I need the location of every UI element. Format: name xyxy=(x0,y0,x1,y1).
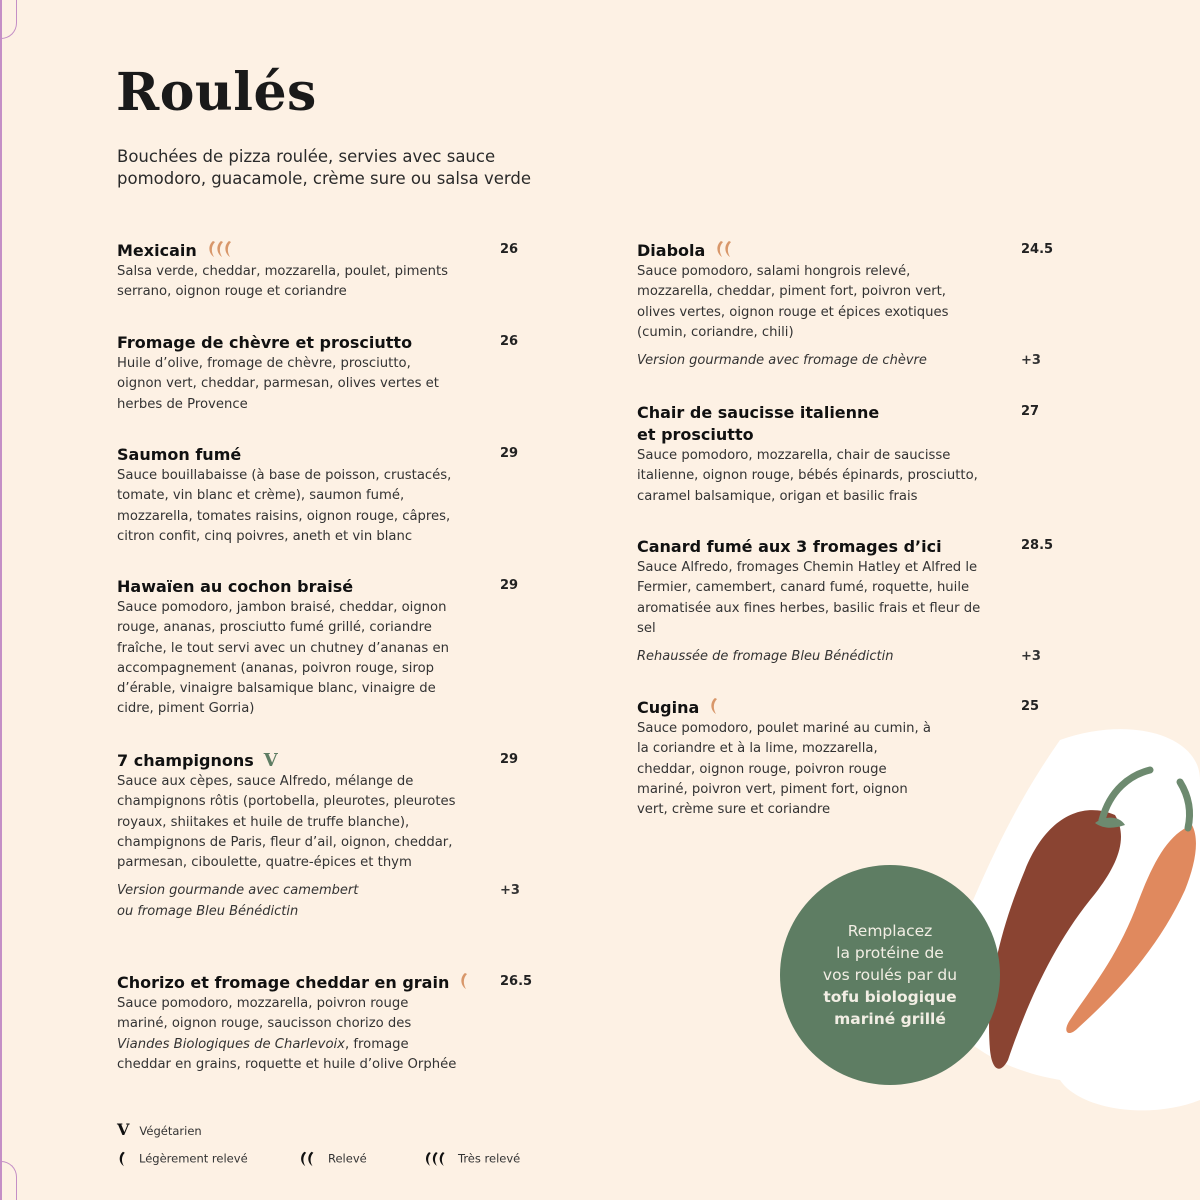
vegetarian-icon: V xyxy=(117,1120,130,1139)
item-description: Sauce pomodoro, mozzarella, poivron rouge mariné, oignon rouge, saucisson chorizo des Viandes Biologiques de Charlevoix, fromage cheddar en grains, roquette et huile d’olive Orphée xyxy=(117,996,457,1072)
item-description: Sauce pomodoro, jambon braisé, cheddar, oignon rouge, ananas, prosciutto fumé grillé, coriandre fraîche, le tout servi avec un chutney d’ananas en accompagnement (ananas, poivron rouge, sirop d’érable, vinaigre balsamique blanc, vinaigre de cidre, piment Gorria) xyxy=(117,600,449,717)
item-extra-option xyxy=(637,351,1057,371)
item-price: 29 xyxy=(500,578,519,593)
item-description: Sauce Alfredo, fromages Chemin Hatley et Alfred le Fermier, camembert, canard fumé, roquette, huile aromatisée aux fines herbes, basilic frais et fleur de sel xyxy=(637,560,981,636)
item-name: 7 champignons xyxy=(117,751,254,770)
item-extra-option xyxy=(637,647,1057,667)
menu-item-hawaien xyxy=(117,576,537,720)
medium-pepper-icon xyxy=(298,1150,318,1168)
item-price: 29 xyxy=(500,752,519,767)
page-subtitle: Bouchées de pizza roulée, servies avec sauce pomodoro, guacamole, crème sure ou salsa verde xyxy=(117,147,531,188)
vegetarian-icon: V xyxy=(263,750,278,771)
extra-text: Version gourmande avec camembert ou fromage Bleu Bénédictin xyxy=(117,883,359,919)
tofu-promo-badge: Remplacez la protéine de vos roulés par du tofu biologique mariné grillé xyxy=(780,865,1000,1085)
extra-text: Rehaussée de fromage Bleu Bénédictin xyxy=(637,649,894,665)
legend-vegetarian: V Végétarien xyxy=(117,1120,202,1139)
very-hot-pepper-icon xyxy=(207,239,235,259)
item-description: Sauce bouillabaisse (à base de poisson, crustacés, tomate, vin blanc et crème), saumon fumé, mozzarella, tomates raisins, oignon rouge, câpres, citron confit, cinq poivres, aneth et vin blanc xyxy=(117,468,452,544)
mild-pepper-icon xyxy=(709,696,721,716)
item-description: Sauce aux cèpes, sauce Alfredo, mélange de champignons rôtis (portobella, pleurotes, pleurotes royaux, shiitakes et huile de truffe blanche), champignons de Paris, fleur d’ail, oignon, cheddar, parmesan, ciboulette, quatre-épices et thym xyxy=(117,774,456,871)
legend-mild: Légèrement relevé xyxy=(117,1150,248,1168)
item-price: 25 xyxy=(1021,699,1040,714)
item-description: Sauce pomodoro, mozzarella, chair de saucisse italienne, oignon rouge, bébés épinards, prosciutto, caramel balsamique, origan et basilic frais xyxy=(637,448,978,504)
menu-item-chair-saucisse xyxy=(637,402,1057,507)
item-price: 26.5 xyxy=(500,974,533,989)
item-name: Fromage de chèvre et prosciutto xyxy=(117,333,413,352)
extra-price: +3 xyxy=(1021,353,1041,369)
menu-item-chorizo xyxy=(117,972,537,1075)
legend-medium: Relevé xyxy=(298,1150,367,1168)
menu-item-7-champignons xyxy=(117,750,537,922)
item-name: Chorizo et fromage cheddar en grain xyxy=(117,973,450,992)
mild-pepper-icon xyxy=(117,1150,129,1168)
menu-item-canard-fume xyxy=(637,536,1057,667)
menu-item-diabola xyxy=(637,240,1057,371)
menu-item-saumon-fume xyxy=(117,444,537,547)
item-name: Saumon fumé xyxy=(117,445,242,464)
item-description: Huile d’olive, fromage de chèvre, prosciutto, oignon vert, cheddar, parmesan, olives vertes et herbes de Provence xyxy=(117,356,439,412)
item-name: Diabola xyxy=(637,241,706,260)
very-hot-pepper-icon xyxy=(424,1150,448,1168)
item-price: 29 xyxy=(500,446,519,461)
legend-hot: Très relevé xyxy=(424,1150,520,1168)
item-description: Sauce pomodoro, salami hongrois relevé, mozzarella, cheddar, piment fort, poivron vert, olives vertes, oignon rouge et épices exotiques (cumin, coriandre, chili) xyxy=(637,264,949,340)
item-price: 24.5 xyxy=(1021,242,1054,257)
item-extra-option xyxy=(117,881,537,922)
mild-pepper-icon xyxy=(459,971,471,991)
extra-text: Version gourmande avec fromage de chèvre xyxy=(637,353,927,369)
item-price: 28.5 xyxy=(1021,538,1054,553)
item-description: Salsa verde, cheddar, mozzarella, poulet, piments serrano, oignon rouge et coriandre xyxy=(117,264,448,300)
page-edge-tab-top xyxy=(0,0,17,39)
item-name: Hawaïen au cochon braisé xyxy=(117,577,354,596)
item-price: 26 xyxy=(500,334,519,349)
item-price: 27 xyxy=(1021,404,1040,419)
page-edge-line xyxy=(0,0,2,1200)
item-name: Chair de saucisse italienne et prosciutto xyxy=(637,403,880,444)
page-edge-tab-bottom xyxy=(0,1161,17,1200)
medium-pepper-icon xyxy=(715,239,735,259)
item-name: Canard fumé aux 3 fromages d’ici xyxy=(637,537,942,556)
extra-price: +3 xyxy=(1021,649,1041,665)
menu-item-mexicain xyxy=(117,240,537,303)
item-name: Cugina xyxy=(637,698,700,717)
menu-item-fromage-chevre xyxy=(117,332,537,415)
item-name: Mexicain xyxy=(117,241,197,260)
item-price: 26 xyxy=(500,242,519,257)
extra-price: +3 xyxy=(500,883,520,899)
item-description: Sauce pomodoro, poulet mariné au cumin, à la coriandre et à la lime, mozzarella, cheddar, oignon rouge, poivron rouge mariné, poivron vert, piment fort, oignon vert, crème sure et coriandre xyxy=(637,721,931,818)
page-title: Roulés xyxy=(116,62,317,123)
